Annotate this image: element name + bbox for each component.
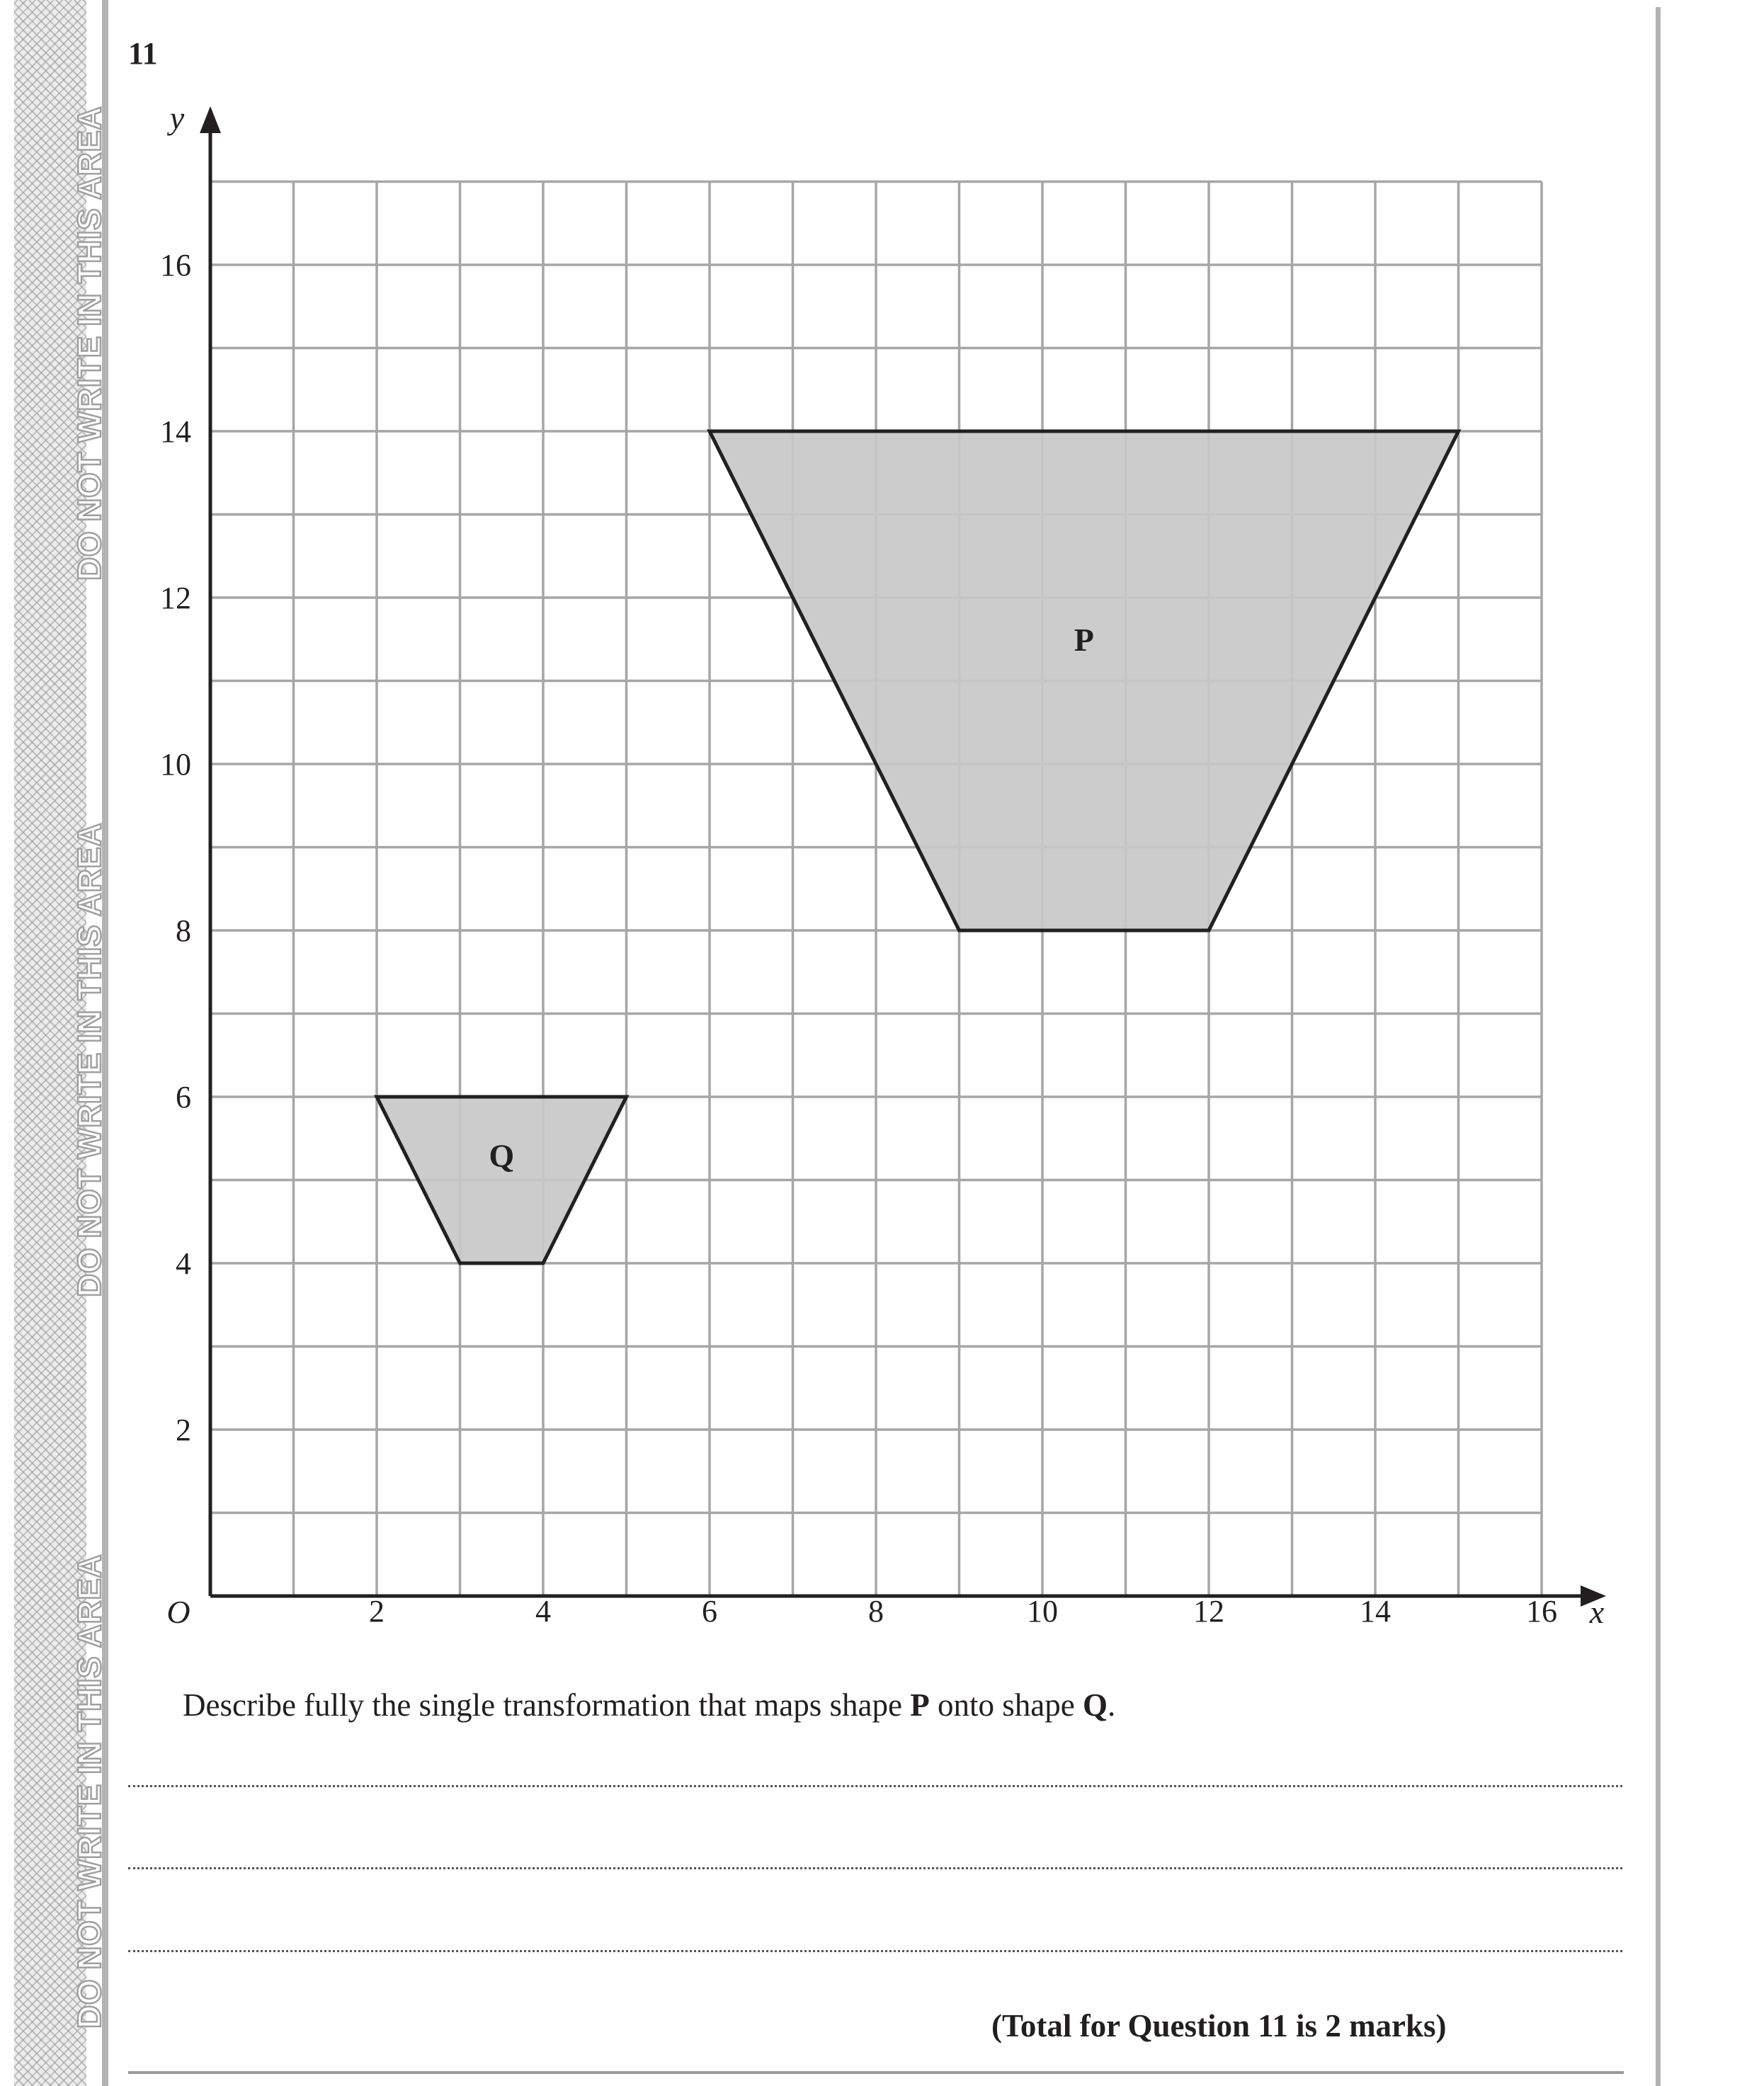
y-tick-label: 8 — [176, 913, 191, 948]
instruction-text: . — [1107, 1687, 1116, 1723]
instruction-text: Describe fully the single transformation that maps shape — [183, 1687, 911, 1723]
answer-line[interactable] — [128, 1867, 1622, 1869]
y-axis-label: y — [169, 100, 185, 136]
x-tick-label: 8 — [868, 1594, 884, 1629]
x-axis-label: x — [1589, 1594, 1605, 1630]
question-number: 11 — [128, 36, 158, 71]
x-tick-label: 12 — [1193, 1594, 1224, 1629]
shape-label-p: P — [1074, 621, 1094, 658]
x-tick-label: 6 — [702, 1594, 717, 1629]
question-instruction — [183, 1687, 1115, 1723]
shape-p-reference: P — [910, 1687, 930, 1723]
answer-line[interactable] — [128, 1950, 1622, 1952]
x-tick-label: 4 — [535, 1594, 551, 1629]
y-tick-label: 4 — [176, 1246, 191, 1281]
y-tick-label: 2 — [176, 1413, 191, 1447]
y-axis-arrowhead — [200, 106, 221, 133]
x-tick-label: 10 — [1027, 1594, 1058, 1629]
x-tick-label: 2 — [369, 1594, 385, 1629]
y-tick-label: 10 — [160, 747, 191, 782]
y-tick-label: 6 — [176, 1080, 191, 1115]
margin-warning-text: DO NOT WRITE IN THIS AREA — [71, 106, 108, 581]
shape-label-q: Q — [489, 1137, 515, 1174]
margin-warning-text: DO NOT WRITE IN THIS AREA — [71, 822, 108, 1297]
margin-warning-text: DO NOT WRITE IN THIS AREA — [71, 1554, 108, 2029]
question-total-marks: (Total for Question 11 is 2 marks) — [991, 2008, 1447, 2044]
y-tick-label: 14 — [160, 414, 191, 449]
origin-label: O — [166, 1594, 190, 1630]
answer-line[interactable] — [128, 1785, 1622, 1787]
x-tick-label: 14 — [1360, 1594, 1391, 1629]
y-tick-label: 12 — [160, 581, 191, 615]
instruction-text: onto shape — [929, 1687, 1083, 1723]
x-tick-label: 16 — [1526, 1594, 1557, 1629]
shape-q-reference: Q — [1082, 1687, 1108, 1723]
bottom-rule — [128, 2071, 1624, 2074]
y-tick-label: 16 — [160, 248, 191, 283]
